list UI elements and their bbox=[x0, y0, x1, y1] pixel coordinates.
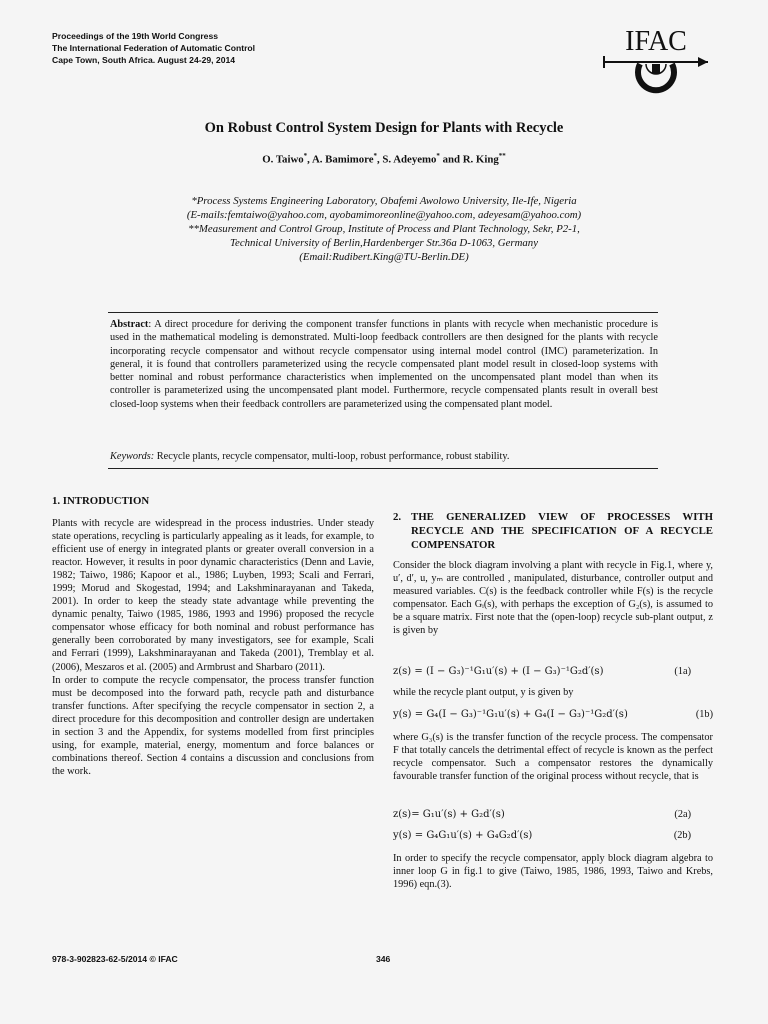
page-number: 346 bbox=[376, 954, 391, 964]
equation-2a-label: (2a) bbox=[674, 809, 691, 820]
equation-1a-body: z(s) = (I − G₃)⁻¹G₁u′(s) + (I − G₃)⁻¹G₂d′(s) bbox=[393, 666, 604, 677]
affiliations bbox=[0, 194, 768, 264]
keywords-label: Keywords: bbox=[110, 451, 155, 462]
section-1-body bbox=[52, 517, 374, 778]
affiliation-line: *Process Systems Engineering Laboratory, Obafemi Awolowo University, Ile-Ife, Nigeria bbox=[191, 195, 577, 207]
conference-line-3: Cape Town, South Africa. August 24-29, 2014 bbox=[52, 55, 236, 65]
affiliation-line: Technical University of Berlin,Hardenberger Str.36a D-1063, Germany bbox=[230, 237, 538, 249]
author-list bbox=[0, 152, 768, 166]
author-3: , S. Adeyemo bbox=[377, 153, 437, 166]
author-2: , A. Bamimore bbox=[307, 153, 374, 166]
paragraph: Plants with recycle are widespread in the process industries. Under steady state operations, recycling is particularly appealing as it leads, for example, to efficient use of energy in integrated plants or greater overall conversion in a reactor. However, it results in poor dynamic characteristics (Denn and Lavie, 1982; Taiwo, 1986; Kapoor et al., 1986; Luyben, 1993; Scali and Ferrari, 1999; Morud and Skogestad, 1994; and Lakshminarayanan and Takeda, 2001). In order to keep the steady state advantage while preventing the dynamic penalty, Taiwo (1985, 1986, 1993 and 1996) proposed the recycle compensator whose efficacy for both nominal and robust performance has generally been corroborated by many investigators, see for example, Scali and Ferrari (1999), Lakshminarayanan and Takeda (2001), Tremblay et al. (2006), Meszaros et al. (2005) and Armbrust and Sharbaro (2011). bbox=[52, 518, 374, 673]
abstract bbox=[110, 318, 658, 411]
conference-line-2: The International Federation of Automatic Control bbox=[52, 43, 256, 53]
affiliation-email: (Email:Rudibert.King@TU-Berlin.DE) bbox=[299, 251, 469, 263]
equation-1b bbox=[393, 709, 713, 720]
abstract-text: : A direct procedure for deriving the component transfer functions in plants with recycle when mechanistic procedure is used in the mathematical modeling is demonstrated. Multi-loop feedback controllers are then designed for the plants with recycle incorporating recycle compensator and without recycle compensator using internal model control (IMC) parameterization. In general, it is found that controllers parameterized using the recycle compensated plant model result in closed-loop systems with better nominal and robust performance characteristics when implemented on the uncompensated plant model than when its controller is parameterized using the uncompensated plant model. Furthermore, recycle compensated plants result in overall best closed-loop systems when their feedback controllers are parameterized using the compensated plant model. bbox=[110, 319, 658, 410]
abstract-top-rule bbox=[108, 312, 658, 313]
equation-2b-label: (2b) bbox=[673, 830, 691, 841]
section-2-para-2: while the recycle plant output, y is given by bbox=[393, 687, 574, 698]
affiliation-line: **Measurement and Control Group, Institute of Process and Plant Technology, Sekr, P2-1, bbox=[188, 223, 580, 235]
equation-2b-body: y(s) = G₄G₁u′(s) + G₄G₂d′(s) bbox=[393, 830, 533, 841]
author-4: and R. King bbox=[439, 153, 499, 166]
author-4-mark: ** bbox=[498, 152, 506, 160]
author-3-mark: * bbox=[436, 152, 440, 160]
affiliation-emails: (E-mails:femtaiwo@yahoo.com, ayobamimoreonline@yahoo.com, adeyesam@yahoo.com) bbox=[186, 209, 582, 221]
equation-1b-body: y(s) = G₄(I − G₃)⁻¹G₁u′(s) + G₄(I − G₃)⁻¹G₂d′(s) bbox=[393, 709, 628, 720]
section-2-heading bbox=[393, 510, 713, 552]
equation-1a bbox=[393, 666, 713, 677]
paper-title: On Robust Control System Design for Plants with Recycle bbox=[204, 120, 564, 136]
section-2-number: 2. bbox=[393, 511, 402, 523]
author-1: O. Taiwo bbox=[262, 153, 304, 166]
keywords bbox=[110, 450, 658, 463]
section-2-para-1: Consider the block diagram involving a plant with recycle in Fig.1, where y, u′, d′, u, yₘ are controlled , manipulated, disturbance, controller output and measured variables. C(s) is the feedback controller while F(s) is the recycle compensator. Each Gᵢ(s), with perhaps the exception of G₂(s), is assumed to be a square matrix. First note that the (open-loop) recycle sub-plant output, z is given by bbox=[393, 560, 713, 637]
section-2-para-4: In order to specify the recycle compensator, apply block diagram algebra to inner loop G in fig.1 to give (Taiwo, 1985, 1986, 1993, Taiwo and Krebs, 1996) eqn.(3). bbox=[393, 853, 713, 891]
author-1-mark: * bbox=[303, 152, 308, 160]
section-2-title: THE GENERALIZED VIEW OF PROCESSES WITH RECYCLE AND THE SPECIFICATION OF A RECYCLE COMPENSATOR bbox=[411, 511, 713, 551]
equation-2a bbox=[393, 809, 713, 820]
equation-2b bbox=[393, 830, 713, 841]
ifac-logo-text: IFAC bbox=[625, 26, 687, 57]
abstract-label: Abstract bbox=[110, 319, 149, 330]
paragraph: In order to compute the recycle compensator, the process transfer function must be decomposed into the forward path, recycle path and disturbance transfer functions. After specifying the recycle compensator in section 2, a direct procedure for this decomposition and controller design are undertaken in section 3 and the Appendix, for systems modelled from first principles using, for example, material, energy, momentum and force balances or combinations thereof. Section 4 contains a discussion and conclusions from the work. bbox=[52, 674, 374, 777]
equation-1a-label: (1a) bbox=[674, 666, 691, 677]
author-2-mark: * bbox=[373, 152, 378, 160]
keywords-text: Recycle plants, recycle compensator, multi-loop, robust performance, robust stability. bbox=[154, 451, 510, 462]
ifac-logo bbox=[596, 22, 716, 100]
conference-line-1: Proceedings of the 19th World Congress bbox=[52, 31, 219, 41]
equation-1b-label: (1b) bbox=[695, 709, 713, 720]
abstract-bottom-rule bbox=[108, 468, 658, 469]
footer-isbn: 978-3-902823-62-5/2014 © IFAC bbox=[52, 954, 178, 964]
section-2-para-3: where G₃(s) is the transfer function of the recycle process. The compensator F that totally cancels the detrimental effect of recycle is known as the perfect recycle compensator. Such a compensator restores the dynamically favourable transfer function of the original process without recycle, that is bbox=[393, 732, 713, 783]
equation-2a-body: z(s)= G₁u′(s) + G₂d′(s) bbox=[393, 809, 505, 820]
section-1-heading: 1. INTRODUCTION bbox=[52, 495, 150, 507]
conference-header bbox=[52, 30, 255, 66]
